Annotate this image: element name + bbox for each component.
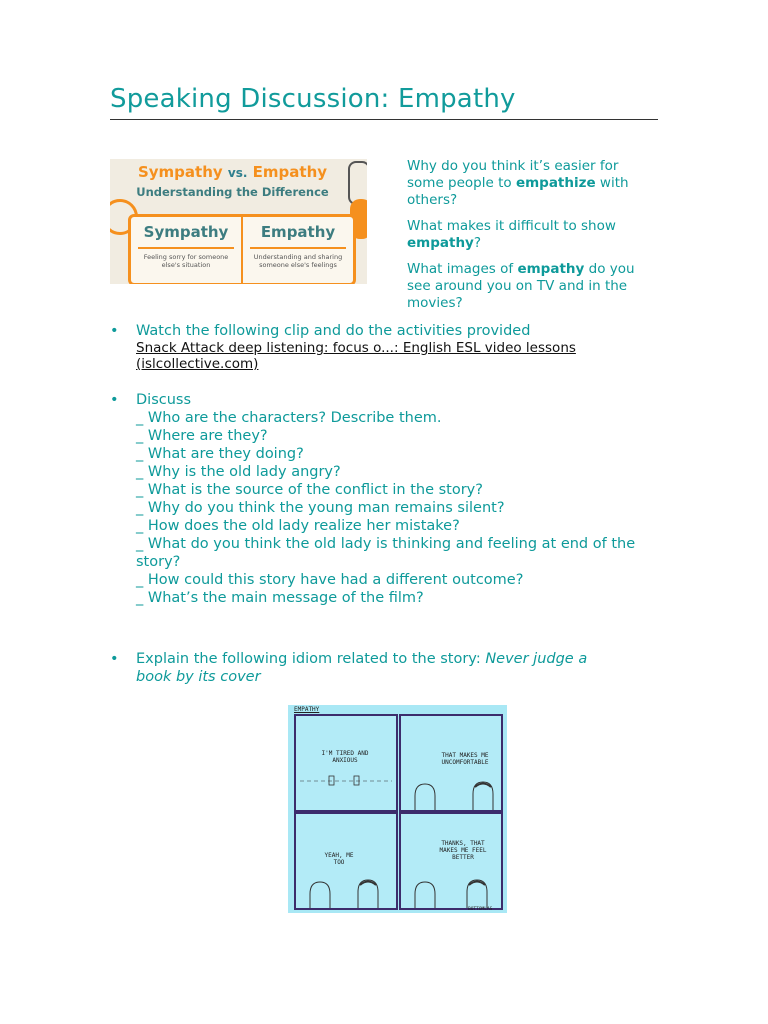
comic-figures: [296, 716, 396, 810]
question-keyword: empathy: [407, 235, 474, 251]
infographic-title-empathy: Empathy: [252, 163, 328, 181]
infographic-description: Feeling sorry for someone else's situation: [143, 253, 229, 269]
speech-text: YEAH, ME TOO: [324, 852, 354, 866]
infographic-comparison-box: [128, 214, 356, 284]
comic-panel-4: [399, 812, 503, 910]
question: [407, 261, 657, 312]
infographic-title-vs: vs.: [227, 166, 248, 180]
infographic-column-sympathy: [131, 217, 243, 283]
discuss-item: _ Where are they?: [136, 428, 268, 444]
question: [407, 218, 657, 252]
infographic-heading: Sympathy: [143, 223, 229, 241]
infographic-subtitle: Understanding the Difference: [136, 185, 329, 199]
divider: [250, 247, 346, 249]
comic-panel-2: [399, 714, 503, 812]
sympathy-vs-empathy-image: [110, 159, 367, 284]
infographic-description: Understanding and sharing someone else's feelings: [253, 253, 343, 269]
divider: [138, 247, 234, 249]
question-text: ?: [473, 235, 482, 251]
infographic-heading: Empathy: [260, 223, 336, 241]
comic-figures: [401, 814, 501, 908]
speech-text: THAT MAKES ME UNCOMFORTABLE: [441, 752, 489, 766]
discuss-heading: Discuss: [136, 392, 192, 408]
bullet-marker: •: [110, 323, 119, 339]
discussion-questions: [407, 158, 657, 321]
question: [407, 158, 657, 209]
discuss-item: _ What do you think the old lady is thinking and feeling at end of the story?: [136, 536, 636, 570]
discuss-item: _ Who are the characters? Describe them.: [136, 410, 442, 426]
video-link[interactable]: Snack Attack deep listening: focus o...: English ESL video lessons (islcollective.com): [136, 340, 576, 372]
speech-text: I'M TIRED AND ANXIOUS: [321, 750, 369, 764]
bullet-marker: •: [110, 392, 119, 408]
empathy-comic-image: [288, 705, 507, 913]
infographic-column-empathy: [243, 217, 353, 283]
discuss-item: _ What are they doing?: [136, 446, 304, 462]
question-text: do you see around you on TV and in the movies?: [407, 261, 635, 311]
question-keyword: empathy: [517, 261, 585, 277]
question-text: What makes it difficult to show: [407, 218, 616, 234]
discuss-item: _ How could this story have had a different outcome?: [136, 572, 524, 588]
idiom-text: Never judge a book by its cover: [136, 651, 588, 685]
bullet-marker: •: [110, 651, 119, 667]
infographic-title-sympathy: Sympathy: [137, 163, 223, 181]
question-text: with others?: [407, 175, 629, 208]
discuss-item: _ Why is the old lady angry?: [136, 464, 341, 480]
page-title: Speaking Discussion: Empathy: [110, 84, 516, 114]
discuss-item: _ How does the old lady realize her mistake?: [136, 518, 460, 534]
discuss-item: _ What’s the main message of the film?: [136, 590, 424, 606]
comic-figures: [296, 814, 396, 908]
comic-figures: [401, 716, 501, 810]
watch-instruction: Watch the following clip and do the activities provided: [136, 323, 531, 339]
discuss-item: _ What is the source of the conflict in the story?: [136, 482, 483, 498]
idiom-instruction: Explain the following idiom related to the story:: [136, 651, 486, 667]
question-keyword: empathize: [515, 175, 596, 191]
comic-label: EMPATHY: [294, 706, 320, 713]
infographic-title: [110, 163, 355, 181]
question-text: What images of: [407, 261, 518, 277]
question-text: Why do you think it’s easier for some people to: [407, 158, 619, 191]
discuss-item: _ Why do you think the young man remains silent?: [136, 500, 505, 516]
speech-text: THANKS, THAT MAKES ME FEEL BETTER: [439, 840, 487, 861]
title-underline: [110, 119, 658, 120]
comic-panel-1: [294, 714, 398, 812]
comic-panel-3: [294, 812, 398, 910]
comic-signature: BOTTOMLAS: [468, 907, 493, 912]
